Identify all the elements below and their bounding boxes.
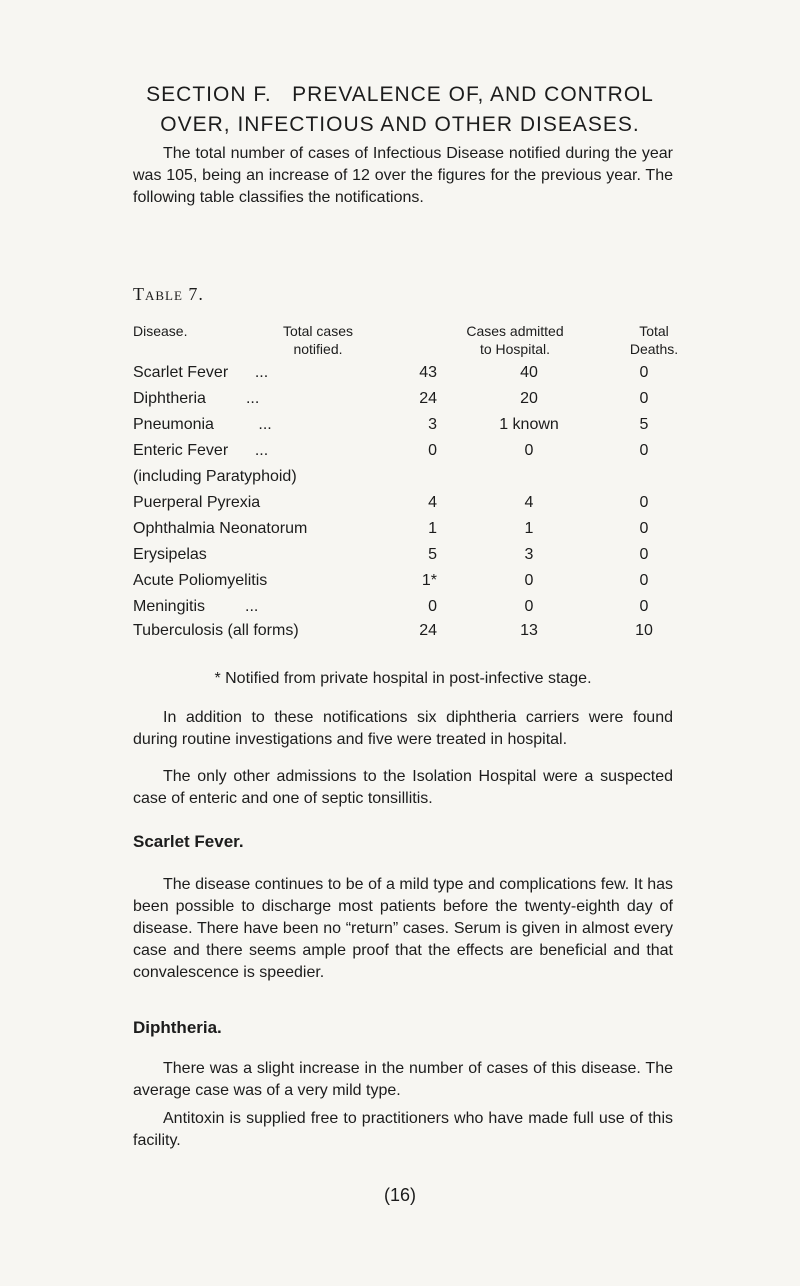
cell-notified: 0 [428, 442, 437, 459]
cell-disease: Pneumonia ... [133, 416, 272, 433]
table-row [133, 594, 693, 620]
cell-admitted: 4 [524, 494, 534, 511]
cell-admitted: 0 [524, 442, 534, 459]
table-row [133, 464, 693, 490]
intro-text: The total number of cases of Infectious Disease notified during the year was 105, being an increase of 12 over the figures for the previous year. The following table classifies the notifications. [133, 145, 673, 206]
cell-notified: 43 [419, 364, 437, 381]
cell-disease: (including Paratyphoid) [133, 468, 297, 485]
cell-notified: 5 [428, 546, 437, 563]
scarlet-fever-paragraph [133, 874, 673, 984]
header-admitted: Cases admitted to Hospital. [466, 323, 564, 357]
header-notified: Total cases notified. [282, 323, 354, 357]
scarlet-fever-text: The disease continues to be of a mild type and complications few. It has been possible to discharge most patients before the twenty-eighth day of disease. There have been no “return” cases. Serum is given in almost every case and there seems ample proof that the effects are beneficial and that convalescence is speedier. [133, 876, 673, 981]
header-disease: Disease. [133, 323, 188, 339]
table-row [133, 438, 693, 464]
table-row [133, 386, 693, 412]
cell-deaths: 10 [635, 622, 653, 639]
cell-deaths: 5 [639, 416, 649, 433]
cell-admitted: 1 [524, 520, 534, 537]
cell-disease: Enteric Fever ... [133, 442, 269, 459]
cell-disease: Erysipelas [133, 546, 207, 563]
cell-disease: Puerperal Pyrexia [133, 494, 261, 511]
cell-deaths: 0 [639, 390, 649, 407]
header-deaths: Total Deaths. [629, 323, 679, 357]
cell-disease: Diphtheria ... [133, 390, 260, 407]
carriers-paragraph [133, 707, 673, 751]
cell-notified: 0 [428, 598, 437, 615]
cell-notified: 24 [419, 622, 437, 639]
section-title-line2: OVER, INFECTIOUS AND OTHER DISEASES. [160, 113, 640, 136]
cell-admitted: 0 [524, 598, 534, 615]
scarlet-fever-heading: Scarlet Fever. [133, 832, 244, 851]
section-title-line1: SECTION F. PREVALENCE OF, AND CONTROL [146, 83, 654, 106]
cell-deaths: 0 [639, 520, 649, 537]
cell-admitted: 40 [520, 364, 538, 381]
cell-deaths: 0 [639, 494, 649, 511]
table-footnote: * Notified from private hospital in post-infective stage. [214, 670, 592, 687]
cell-disease: Scarlet Fever ... [133, 364, 269, 381]
cell-disease: Meningitis ... [133, 598, 259, 615]
cell-admitted: 0 [524, 572, 534, 589]
cell-notified: 1 [428, 520, 437, 537]
table-label: Table 7. [133, 284, 204, 304]
cell-disease: Ophthalmia Neonatorum [133, 520, 308, 537]
cell-notified: 24 [419, 390, 437, 407]
cell-deaths: 0 [639, 572, 649, 589]
diphtheria-text-1: There was a slight increase in the number of cases of this disease. The average case was of a very mild type. [133, 1060, 673, 1099]
table-row [133, 412, 693, 438]
diphtheria-paragraph-2 [133, 1108, 673, 1152]
cell-notified: 3 [428, 416, 437, 433]
table-row [133, 516, 693, 542]
page-number: (16) [383, 1185, 416, 1205]
cell-disease: Acute Poliomyelitis [133, 572, 268, 589]
cell-admitted: 20 [520, 390, 538, 407]
cell-notified: 4 [428, 494, 437, 511]
isolation-paragraph [133, 766, 673, 810]
table-row [133, 542, 693, 568]
cell-deaths: 0 [639, 546, 649, 563]
section-title [0, 80, 800, 140]
cell-admitted: 13 [520, 622, 538, 639]
cell-disease: Tuberculosis (all forms) [133, 622, 299, 639]
intro-paragraph [133, 143, 673, 209]
cell-deaths: 0 [639, 364, 649, 381]
cell-deaths: 0 [639, 598, 649, 615]
table-row [133, 360, 693, 386]
isolation-text: The only other admissions to the Isolation Hospital were a suspected case of enteric and one of septic tonsillitis. [133, 768, 673, 807]
cell-admitted: 3 [524, 546, 534, 563]
table-row [133, 490, 693, 516]
cell-deaths: 0 [639, 442, 649, 459]
table-row [133, 568, 693, 594]
diphtheria-heading: Diphtheria. [133, 1018, 222, 1037]
diphtheria-text-2: Antitoxin is supplied free to practitioners who have made full use of this facility. [133, 1110, 673, 1149]
table-row [133, 618, 693, 644]
cell-notified: 1* [421, 572, 437, 589]
carriers-text: In addition to these notifications six diphtheria carriers were found during routine investigations and five were treated in hospital. [133, 709, 673, 748]
cell-admitted: 1 known [499, 416, 559, 433]
diphtheria-paragraph-1 [133, 1058, 673, 1102]
